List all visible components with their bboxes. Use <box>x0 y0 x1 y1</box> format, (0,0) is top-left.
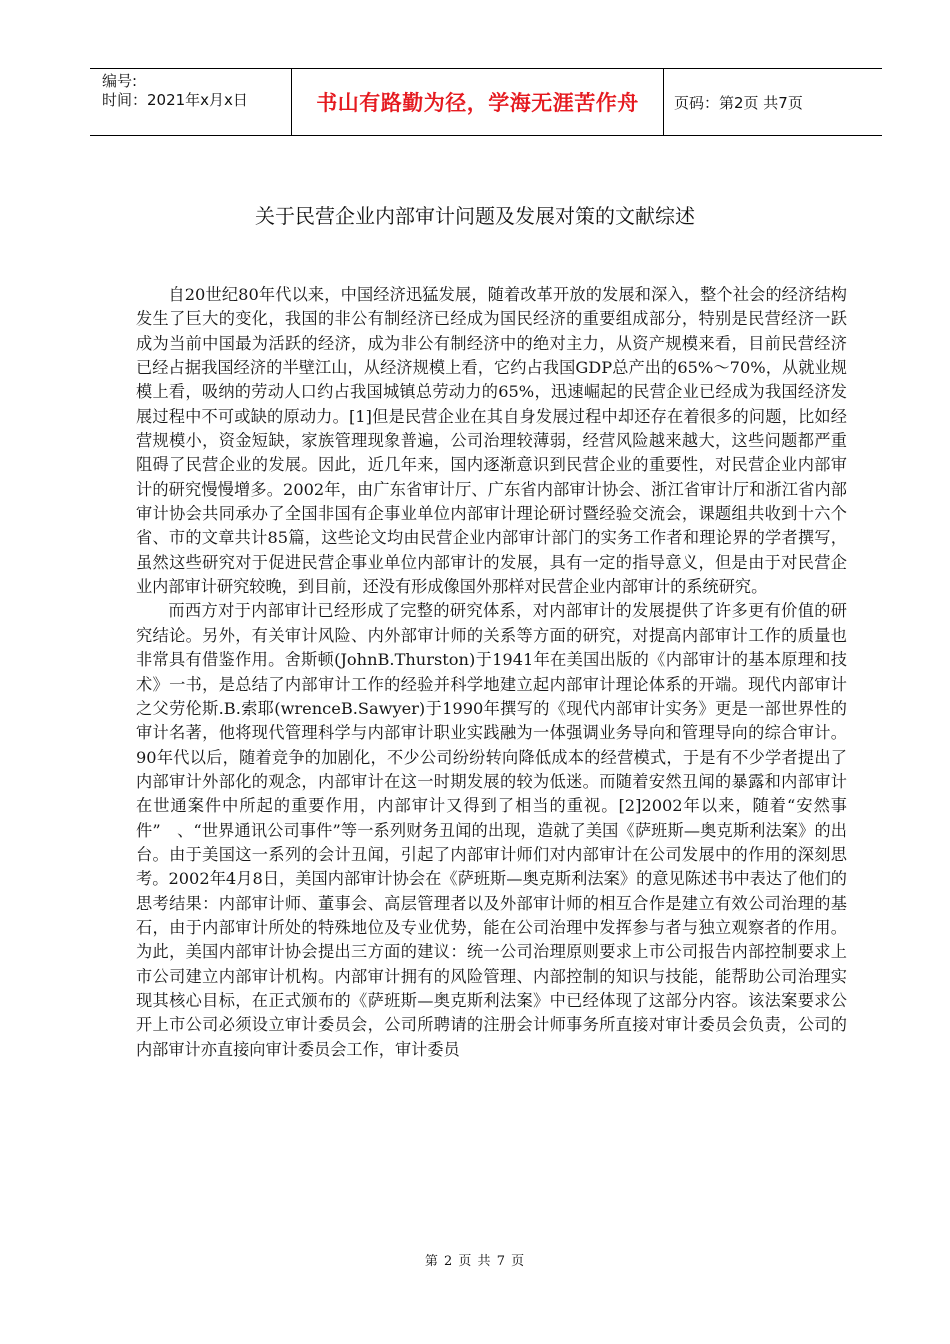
header-page-code: 页码：第2页 共7页 <box>674 93 803 112</box>
body-paragraph: 自20世纪80年代以来，中国经济迅猛发展，随着改革开放的发展和深入，整个社会的经济结构发生了巨大的变化，我国的非公有制经济已经成为国民经济的重要组成部分，特别是民营经济一跃成为当前中国最为活跃的经济，成为非公有制经济中的绝对主力，从资产规模来看，目前民营经济已经占据我国经济的半壁江山，从经济规模上看，它约占我国GDP总产出的65%～70%，从就业规模上看，吸纳的劳动人口约占我国城镇总劳动力的65%，迅速崛起的民营企业已经成为我国经济发展过程中不可或缺的原动力。[1]但是民营企业在其自身发展过程中却还存在着很多的问题，比如经营规模小，资金短缺，家族管理现象普遍，公司治理较薄弱，经营风险越来越大，这些问题都严重阻碍了民营企业的发展。因此，近几年来，国内逐渐意识到民营企业的重要性，对民营企业内部审计的研究慢慢增多。2002年，由广东省审计厅、广东省内部审计协会、浙江省审计厅和浙江省内部审计协会共同承办了全国非国有企事业单位内部审计理论研讨暨经验交流会，课题组共收到十六个省、市的文章共计85篇，这些论文均由民营企业内部审计部门的实务工作者和理论界的学者撰写，虽然这些研究对于促进民营企事业单位内部审计的发展，具有一定的指导意义，但是由于对民营企业内部审计研究较晚，到目前，还没有形成像国外那样对民营企业内部审计的系统研究。 <box>136 285 847 597</box>
header-motto: 书山有路勤为径，学海无涯苦作舟 <box>292 69 664 135</box>
document-title: 关于民营企业内部审计问题及发展对策的文献综述 <box>255 204 695 228</box>
header-meta-cell <box>90 69 292 135</box>
page-footer: 第 2 页 共 7 页 <box>424 1254 526 1269</box>
serial-label: 编号: <box>102 72 138 90</box>
time-label: 时间：2021年x月x日 <box>102 91 248 109</box>
document-body <box>136 283 847 1062</box>
body-paragraph: 而西方对于内部审计已经形成了完整的研究体系，对内部审计的发展提供了许多更有价值的研究结论。另外，有关审计风险、内外部审计师的关系等方面的研究，对提高内部审计工作的质量也非常具有借鉴作用。舍斯顿(JohnB.Thurston)于1941年在美国出版的《内部审计的基本原理和技术》一书，是总结了内部审计工作的经验并科学地建立起内部审计理论体系的开端。现代内部审计之父劳伦斯.B.索耶(wrenceB.Sawyer)于1990年撰写的《现代内部审计实务》更是一部世界性的审计名著，他将现代管理科学与内部审计职业实践融为一体强调业务导向和管理导向的综合审计。90年代以后，随着竞争的加剧化，不少公司纷纷转向降低成本的经营模式，于是有不少学者提出了内部审计外部化的观念，内部审计在这一时期发展的较为低迷。而随着安然丑闻的暴露和内部审计在世通案件中所起的重要作用，内部审计又得到了相当的重视。[2]2002年以来，随着“安然事件” 、“世界通讯公司事件”等一系列财务丑闻的出现，造就了美国《萨班斯—奥克斯利法案》的出台。由于美国这一系列的会计丑闻，引起了内部审计师们对内部审计在公司发展中的作用的深刻思考。2002年4月8日，美国内部审计协会在《萨班斯—奥克斯利法案》的意见陈述书中表达了他们的思考结果：内部审计师、董事会、高层管理者以及外部审计师的相互合作是建立有效公司治理的基石，由于内部审计所处的特殊地位及专业优势，能在公司治理中发挥参与者与独立观察者的作用。为此，美国内部审计协会提出三方面的建议：统一公司治理原则要求上市公司报告内部控制要求上市公司建立内部审计机构。内部审计拥有的风险管理、内部控制的知识与技能，能帮助公司治理实现其核心目标，在正式颁布的《萨班斯—奥克斯利法案》中已经体现了这部分内容。该法案要求公开上市公司必须设立审计委员会，公司所聘请的注册会计师事务所直接对审计委员会负责，公司的内部审计亦直接向审计委员会工作，审计委员 <box>136 601 847 1059</box>
page-header <box>90 68 882 136</box>
